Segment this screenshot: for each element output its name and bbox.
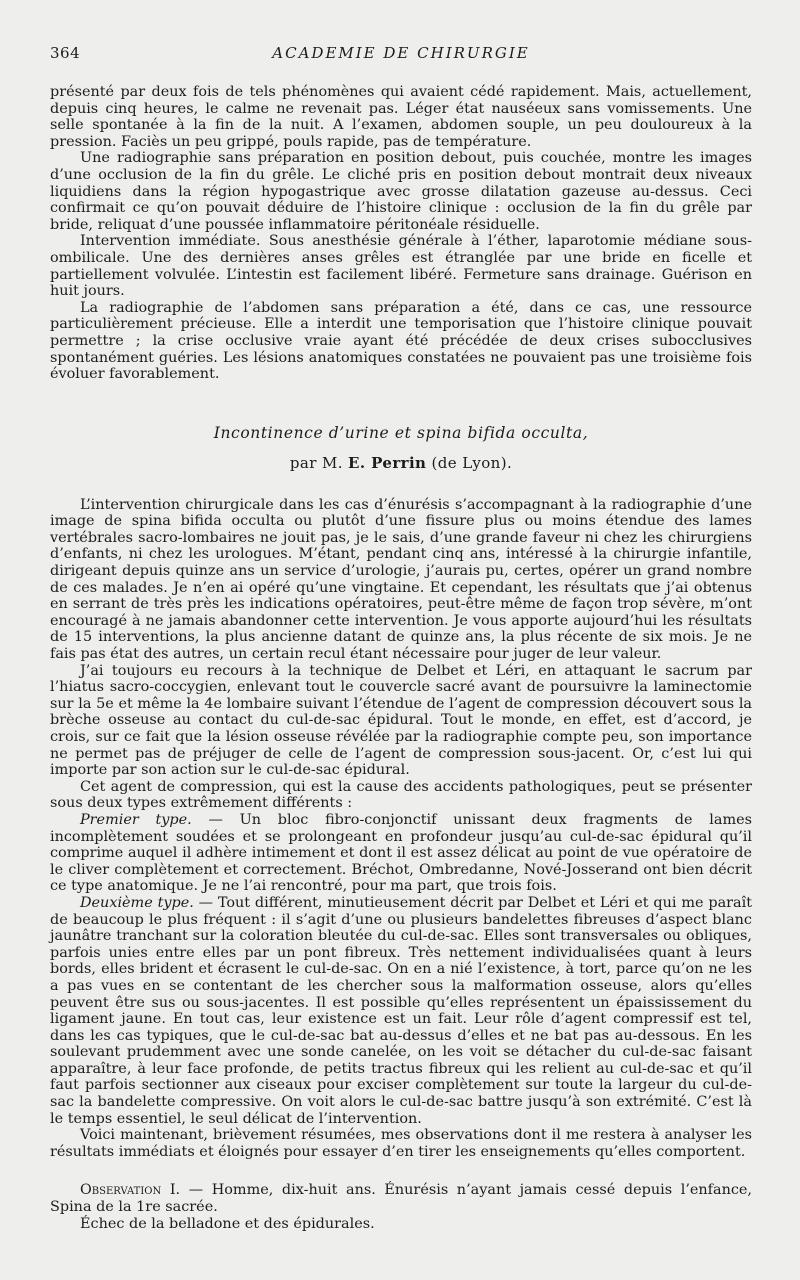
- article-title: Incontinence d’urine et spina bifida occulta,: [213, 423, 589, 442]
- running-head: [50, 44, 752, 66]
- observation-followup: Échec de la belladone et des épidurales.: [80, 1215, 375, 1232]
- author-affiliation: (de Lyon).: [431, 453, 513, 472]
- article-body: [50, 497, 752, 1233]
- observation-block: [50, 1182, 752, 1232]
- article-author: [50, 453, 752, 473]
- journal-title: ACADEMIE DE CHIRURGIE: [272, 44, 530, 62]
- article-paragraph-2: J’ai toujours eu recours à la technique de Delbet et Léri, en attaquant le sacrum par l’hiatus sacro-coccygien, enlevant tout le couvercle sacré avant de poursuivre la laminectomie sur la 5e et même la 4e lombaire suivant l’étendue de l’agent de compression découvert sous la brèche osseuse au contact du cul-de-sac épidural. Tout le monde, en effet, est d’accord, je crois, sur ce fait que la lésion osseuse révélée par la radiographie compte peu, son importance ne permet pas de préjuger de celle de l’agent de compression sous-jacent. Or, c’est lui qui importe par son action sur le cul-de-sac épidural.: [50, 662, 752, 779]
- type-one-paragraph: [50, 812, 752, 895]
- previous-paragraph-1: présenté par deux fois de tels phénomènes qui avaient cédé rapidement. Mais, actuellement, depuis cinq heures, le calme ne revenait pas. Léger état nauséeux sans vomissements. Une selle spontanée à la fin de la nuit. A l’examen, abdomen souple, un peu douloureux à la pression. Faciès un peu grippé, pouls rapide, pas de température.: [50, 84, 752, 150]
- type-one-text: — Un bloc fibro-conjonctif unissant deux fragments de lames incomplètement soudées et se prolongeant en profondeur jusqu’au cul-de-sac épidural qu’il comprime auquel il adhère intimement et dont il est assez délicat au point de vue opératoire de le cliver complètement et correctement. Bréchot, Ombredanne, Nové-Josserand ont bien décrit ce type anatomique. Je ne l’ai rencontré, pour ma part, que trois fois.: [50, 811, 752, 895]
- closing-paragraph: Voici maintenant, brièvement résumées, mes observations dont il me restera à analyser les résultats immédiats et éloignés pour essayer d’en tirer les enseignements qu’elles comportent.: [50, 1127, 752, 1160]
- observation-label: Observation I.: [80, 1182, 181, 1199]
- observation-paragraph: [50, 1182, 752, 1215]
- observation-text: — Homme, dix-huit ans. Énurésis n’ayant jamais cessé depuis l’enfance, Spina de la 1re sacrée.: [50, 1182, 752, 1216]
- type-two-text: — Tout différent, minutieusement décrit par Delbet et Léri et qui me paraît de beaucoup le plus fréquent : il s’agit d’une ou plusieurs bandelettes fibreuses d’aspect blanc jaunâtre tranchant sur la coloration bleutée du cul-de-sac. Elles sont transversales ou obliques, parfois unies entre elles par un pont fibreux. Très nettement individualisées quant à leurs bords, elles brident et écrasent le cul-de-sac. On en a nié l’existence, à tort, parce qu’on ne les a pas vues en se contentant de les chercher sous la malformation osseuse, alors qu’elles peuvent être sus ou sous-jacentes. Il est possible qu’elles représentent un épaississement du ligament jaune. En tout cas, leur existence est un fait. Leur rôle d’agent compressif est tel, dans les cas typiques, que le cul-de-sac bat au-dessus d’elles et ne bat pas au-dessous. En les soulevant prudemment avec une sonde canelée, on les voit se détacher du cul-de-sac faisant apparaître, à leur face profonde, de petits tractus fibreux qui les relient au cul-de-sac et qu’il faut parfois sectionner aux ciseaux pour exciser complètement sur toute la largeur du cul-de-sac la bandelette compressive. On voit alors le cul-de-sac battre jusqu’à son extrémité. C’est là le temps essentiel, le seul délicat de l’intervention.: [50, 894, 753, 1127]
- author-prefix: par M.: [289, 453, 343, 472]
- type-two-paragraph: [50, 895, 752, 1127]
- previous-paragraph-2: Une radiographie sans préparation en position debout, puis couchée, montre les images d’une occlusion de la fin du grêle. Le cliché pris en position debout montrait deux niveaux liquidiens dans la région hypogastrique avec grosse dilatation gazeuse au-dessus. Ceci confirmait ce qu’on pouvait déduire de l’histoire clinique : occlusion de la fin du grêle par bride, reliquat d’une poussée inflammatoire péritonéale résiduelle.: [50, 150, 752, 233]
- type-one-label: Premier type.: [80, 811, 192, 828]
- type-two-label: Deuxième type.: [80, 894, 194, 911]
- page-number: 364: [50, 44, 81, 62]
- previous-paragraph-3: Intervention immédiate. Sous anesthésie générale à l’éther, laparotomie médiane sous-ombilicale. Une des dernières anses grêles est étranglée par une bride en ficelle et partiellement volvulée. L’intestin est facilement libéré. Fermeture sans drainage. Guérison en huit jours.: [50, 233, 752, 300]
- previous-article-body: [50, 84, 752, 383]
- article-paragraph-3: Cet agent de compression, qui est la cause des accidents pathologiques, peut se présenter sous deux types extrêmement différents :: [50, 778, 752, 812]
- previous-paragraph-4: La radiographie de l’abdomen sans préparation a été, dans ce cas, une ressource particulièrement précieuse. Elle a interdit une temporisation que l’histoire clinique pouvait permettre ; la crise occlusive vraie ayant été précédée de deux crises subocclusives spontanément guéries. Les lésions anatomiques constatées ne pouvaient pas une troisième fois évoluer favorablement.: [50, 299, 752, 383]
- article-paragraph-1: L’intervention chirurgicale dans les cas d’énurésis s’accompagnant à la radiographie d’une image de spina bifida occulta ou plutôt d’une fissure plus ou moins étendue des lames vertébrales sacro-lombaires ne jouit pas, je le sais, d’une grande faveur ni chez les chirurgiens d’enfants, ni chez les urologues. M’étant, pendant cinq ans, intéressé à la chirurgie infantile, dirigeant depuis quinze ans un service d’urologie, j’aurais pu, certes, opérer un grand nombre de ces malades. Je n’en ai opéré qu’une vingtaine. Et cependant, les résultats que j’ai obtenus en serrant de très près les indications opératoires, peut-être même de façon trop sévère, m’ont encouragé à ne jamais abandonner cette intervention. Je vous apporte aujourd’hui les résultats de 15 interventions, la plus ancienne datant de quinze ans, la plus récente de six mois. Je ne fais pas état des autres, un certain recul étant nécessaire pour juger de leur valeur.: [50, 496, 752, 663]
- author-name: E. Perrin: [348, 453, 427, 472]
